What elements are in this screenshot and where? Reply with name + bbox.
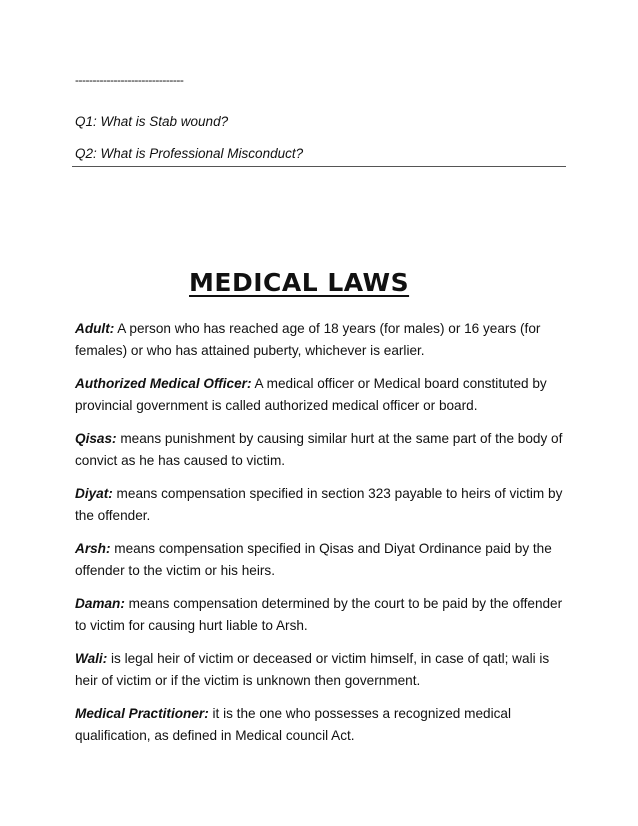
definition-colon: : [108, 486, 113, 501]
definition-text: is legal heir of victim or deceased or victim himself, in case of qatl; wali is heir of victim or if the victim is unknown then government. [75, 651, 550, 688]
definition-item [75, 648, 570, 692]
definition-term: Diyat [75, 486, 109, 501]
definition-text: means compensation specified in section 323 payable to heirs of victim by the offender. [75, 486, 563, 523]
definition-item [75, 703, 570, 747]
definition-term: Arsh [75, 541, 106, 556]
definition-item [75, 538, 570, 582]
definition-colon: : [120, 596, 125, 611]
definition-term: Daman [75, 596, 121, 611]
definition-colon: : [112, 431, 117, 446]
definition-term: Wali [75, 651, 103, 666]
definition-colon: : [204, 706, 209, 721]
question-2: Q2: What is Professional Misconduct? [75, 146, 304, 161]
definition-item [75, 593, 570, 637]
horizontal-divider [72, 166, 566, 167]
definition-term: Medical Practitioner [75, 706, 205, 721]
definition-text: means compensation specified in Qisas and Diyat Ordinance paid by the offender to the victim or his heirs. [75, 541, 552, 578]
definition-colon: : [102, 651, 108, 666]
definition-item [75, 373, 570, 417]
definition-text: means compensation determined by the court to be paid by the offender to victim for causing hurt liable to Arsh. [75, 596, 563, 633]
definition-text: A person who has reached age of 18 years (for males) or 16 years (for females) or who has attained puberty, whichever is earlier. [75, 321, 541, 358]
definition-text: A medical officer or Medical board constituted by provincial government is called authorized medical officer or board. [75, 376, 547, 413]
definition-colon: : [109, 321, 115, 336]
definition-item [75, 483, 570, 527]
definition-term: Qisas [75, 431, 113, 446]
separator-line: ------------------------------- [75, 73, 184, 87]
definition-text: means punishment by causing similar hurt at the same part of the body of convict as he has caused to victim. [75, 431, 563, 468]
definition-text: it is the one who possesses a recognized medical qualification, as defined in Medical council Act. [75, 706, 511, 743]
question-1: Q1: What is Stab wound? [75, 114, 229, 129]
definition-term: Adult [75, 321, 110, 336]
definition-colon: : [246, 376, 252, 391]
definitions-list [75, 318, 570, 758]
definition-term: Authorized Medical Officer [75, 376, 247, 391]
definition-item [75, 428, 570, 472]
definition-colon: : [105, 541, 111, 556]
page-title: MEDICAL LAWS [189, 268, 410, 297]
definition-item [75, 318, 570, 362]
